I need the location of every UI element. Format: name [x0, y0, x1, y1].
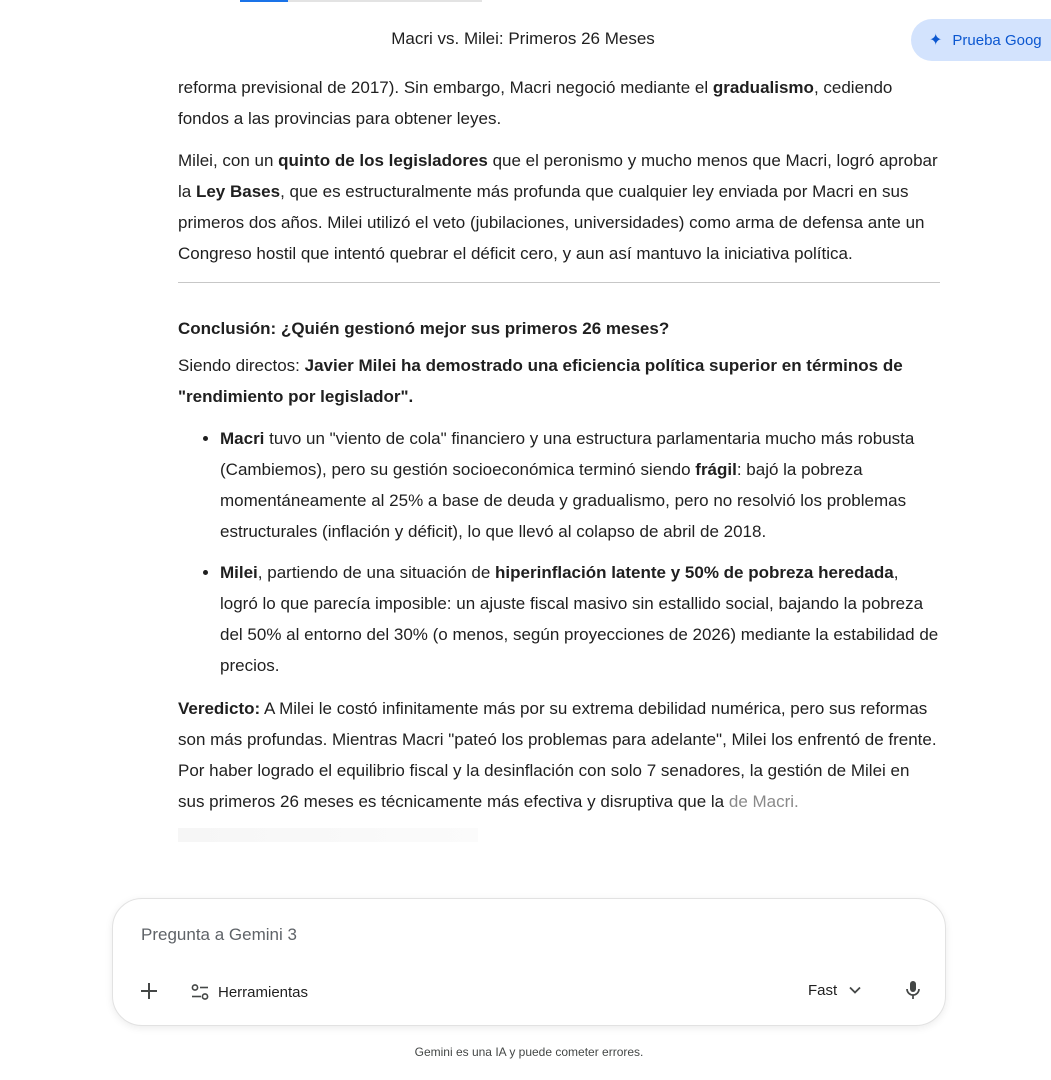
paragraph-milei-ley-bases: Milei, con un quinto de los legisladores que el peronismo y mucho menos que Macri, logró aprobar la Ley Bases, que es estructuralmente más profunda que cualquier ley enviada por Macri en sus primeros dos años. Milei utilizó el veto (jubilaciones, universidades) como arma de defensa ante un Congreso hostil que intentó quebrar el déficit cero, y aun así mantuvo la iniciativa política. — [178, 151, 938, 263]
tab-indicator-active — [240, 0, 288, 2]
sparkle-icon: ✦ — [929, 32, 943, 49]
faded-text-placeholder — [178, 828, 478, 842]
page-title[interactable]: Macri vs. Milei: Primeros 26 Meses — [391, 29, 655, 48]
microphone-button[interactable] — [901, 978, 925, 1002]
model-label: Fast — [808, 981, 838, 999]
comparison-list — [178, 423, 940, 681]
conclusion-heading: Conclusión: ¿Quién gestionó mejor sus primeros 26 meses? — [178, 319, 670, 338]
plus-icon — [140, 982, 158, 1000]
paragraph-macri-gradualism: reforma previsional de 2017). Sin embargo, Macri negoció mediante el gradualismo, cediendo fondos a las provincias para obtener leyes. — [178, 78, 893, 128]
try-google-button[interactable] — [911, 19, 1051, 61]
top-bar — [0, 0, 1051, 78]
try-google-label: Prueba Goog — [952, 31, 1042, 49]
tools-icon — [191, 983, 209, 1001]
microphone-icon — [906, 980, 920, 1000]
tools-label: Herramientas — [218, 983, 309, 1001]
list-item-milei: • Milei, partiendo de una situación de hiperinflación latente y 50% de pobreza heredada, logró lo que parecía imposible: un ajuste fiscal masivo sin estallido social, bajando la pobreza del 50% al entorno del 30% (o menos, según proyecciones de 2026) mediante la estabilidad de precios. — [220, 557, 940, 681]
chevron-down-icon — [849, 986, 861, 994]
response-content — [178, 72, 940, 842]
paragraph-verdict: Veredicto: A Milei le costó infinitamente más por su extrema debilidad numérica, pero sus reformas son más profundas. Mientras Macri "pateó los problemas para adelante", Milei los enfrentó de frente. Por haber logrado el equilibrio fiscal y la desinflación con solo 7 senadores, la gestión de Milei en sus primeros 26 meses es técnicamente más efectiva y disruptiva que la de Macri. — [178, 699, 937, 811]
section-divider — [178, 282, 940, 283]
prompt-input[interactable] — [139, 919, 903, 951]
tools-button[interactable] — [191, 979, 308, 1005]
model-selector[interactable] — [808, 977, 861, 1003]
list-item-macri: • Macri tuvo un "viento de cola" financiero y una estructura parlamentaria mucho más robusta (Cambiemos), pero su gestión socioeconómica terminó siendo frágil: bajó la pobreza momentáneamente al 25% a base de deuda y gradualismo, pero no resolvió los problemas estructurales (inflación y déficit), lo que llevó al colapso de abril de 2018. — [220, 423, 940, 547]
prompt-composer — [112, 898, 946, 1026]
add-attachment-button[interactable] — [135, 977, 163, 1005]
tab-indicator — [240, 0, 482, 2]
disclaimer-text: Gemini es una IA y puede cometer errores. — [414, 1045, 644, 1059]
paragraph-direct-summary: Siendo directos: Javier Milei ha demostrado una eficiencia política superior en términos de "rendimiento por legislador". — [178, 356, 903, 406]
